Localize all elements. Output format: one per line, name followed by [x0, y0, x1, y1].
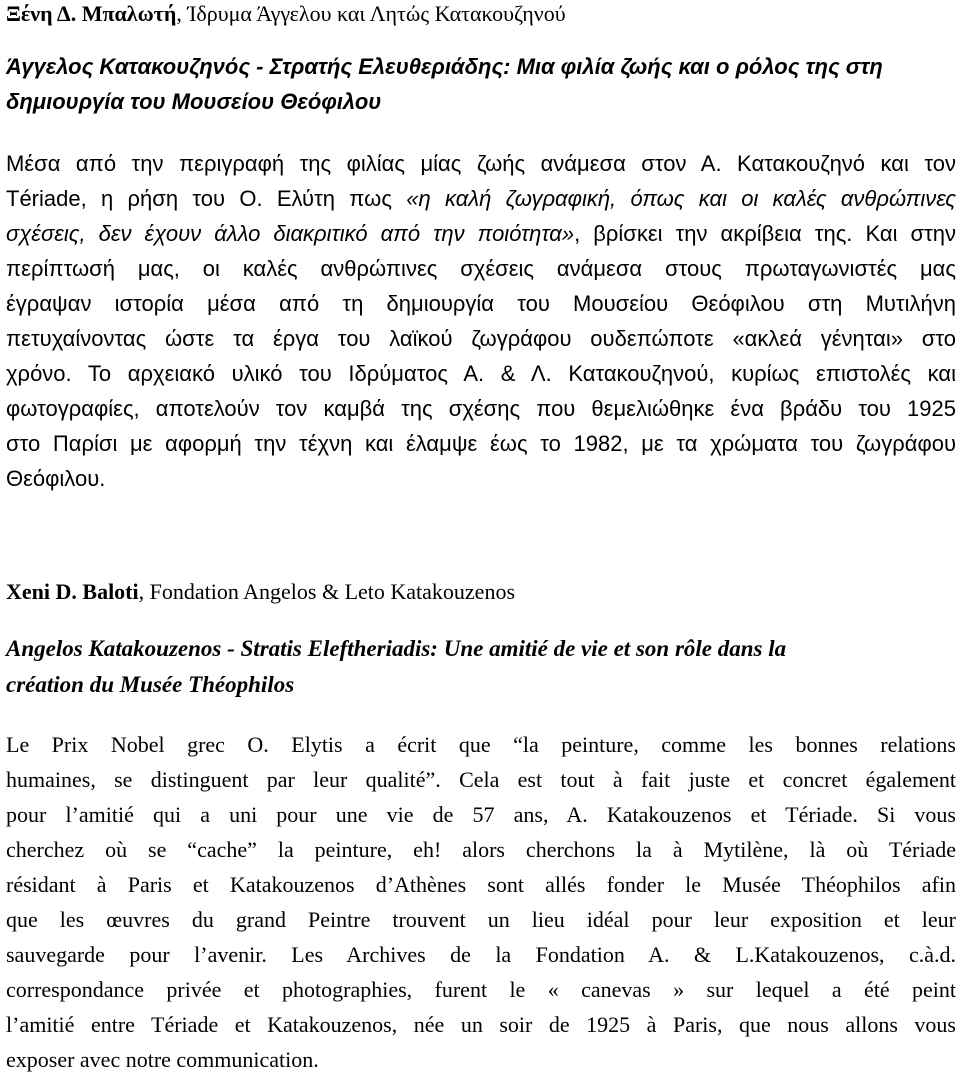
french-title [6, 631, 786, 703]
french-author-given: Xeni D. [6, 579, 77, 604]
french-body-line-7: sauvegarde pour l’avenir. Les Archives de la Fondation A. & L.Katakouzenos, c.à.d. [6, 942, 956, 967]
french-body-line-2: humaines, se distinguent par leur qualité”. Cela est tout à fait juste et concret également [6, 767, 956, 792]
greek-title [6, 49, 883, 119]
greek-body-line-9: στο Παρίσι με αφορμή την τέχνη και έλαμψε έως το 1982, με τα χρώματα του ζωγράφου [6, 431, 956, 456]
french-body-line-10: exposer avec notre communication. [6, 1047, 319, 1072]
greek-body-line-8: φωτογραφίες, αποτελούν τον καμβά της σχέσης που θεμελιώθηκε ένα βράδυ του 1925 [6, 396, 956, 421]
french-title-line-1: Angelos Katakouzenos - Stratis Eleftheriadis: Une amitié de vie et son rôle dans la [6, 636, 787, 661]
greek-body-line-3 [6, 216, 956, 251]
french-body-line-5: résidant à Paris et Katakouzenos d’Athènes sont allés fonder le Musée Théophilos afin [6, 872, 956, 897]
french-author-line [6, 574, 515, 609]
french-body-line-6: que les œuvres du grand Peintre trouvent un lieu idéal pour leur exposition et leur [6, 907, 956, 932]
greek-body-line-7: χρόνο. Το αρχειακό υλικό του Ιδρύματος Α. & Λ. Κατακουζηνού, κυρίως επιστολές και [6, 361, 956, 386]
greek-abstract [6, 146, 956, 496]
french-title-line-2: création du Musée Théophilos [6, 672, 295, 697]
french-affiliation: , Fondation Angelos & Leto Katakouzenos [138, 579, 516, 604]
greek-quote-part-1: «η καλή ζωγραφική, όπως και οι καλές ανθρώπινες [406, 186, 956, 211]
french-body-line-8: correspondance privée et photographies, furent le « canevas » sur lequel a été peint [6, 977, 956, 1002]
greek-body-line-5: έγραψαν ιστορία μέσα από τη δημιουργία του Μουσείου Θεόφιλου στη Μυτιλήνη [6, 291, 956, 316]
greek-body-line-3-b: , βρίσκει την ακρίβεια της. Και στην [574, 221, 956, 246]
french-author-surname: Baloti [82, 579, 139, 604]
french-abstract [6, 727, 956, 1077]
french-body-line-1: Le Prix Nobel grec O. Elytis a écrit que “la peinture, comme les bonnes relations [6, 732, 956, 757]
greek-quote-part-2: σχέσεις, δεν έχουν άλλο διακριτικό από την ποιότητα» [6, 221, 575, 246]
french-body-line-3: pour l’amitié qui a uni pour une vie de 57 ans, A. Katakouzenos et Tériade. Si vous [6, 802, 956, 827]
french-body-line-4: cherchez où se “cache” la peinture, eh! alors cherchons la à Mytilène, là où Tériade [6, 837, 956, 862]
greek-affiliation: , Ίδρυμα Άγγελου και Λητώς Κατακουζηνού [176, 1, 566, 26]
greek-author-surname: Μπαλωτή [81, 1, 177, 26]
greek-body-line-2-a: Tériade, η ρήση του Ο. Ελύτη πως [6, 186, 407, 211]
greek-body-line-2 [6, 181, 956, 216]
greek-body-line-4: περίπτωσή μας, οι καλές ανθρώπινες σχέσεις ανάμεσα στους πρωταγωνιστές μας [6, 256, 956, 281]
greek-body-line-6: πετυχαίνοντας ώστε τα έργα του λαϊκού ζωγράφου ουδεπώποτε «ακλεά γένηται» στο [6, 326, 956, 351]
greek-title-line-2: δημιουργία του Μουσείου Θεόφιλου [6, 89, 382, 114]
greek-title-line-1: Άγγελος Κατακουζηνός - Στρατής Ελευθεριάδης: Μια φιλία ζωής και ο ρόλος της στη [6, 54, 883, 79]
greek-author-given: Ξένη Δ. [6, 1, 77, 26]
greek-body-line-1: Μέσα από την περιγραφή της φιλίας μίας ζωής ανάμεσα στον Α. Κατακουζηνό και τον [6, 151, 956, 176]
french-body-line-9: l’amitié entre Tériade et Katakouzenos, née un soir de 1925 à Paris, que nous allons vous [6, 1012, 956, 1037]
greek-body-line-10: Θεόφιλου. [6, 466, 106, 491]
greek-author-line [6, 0, 566, 31]
